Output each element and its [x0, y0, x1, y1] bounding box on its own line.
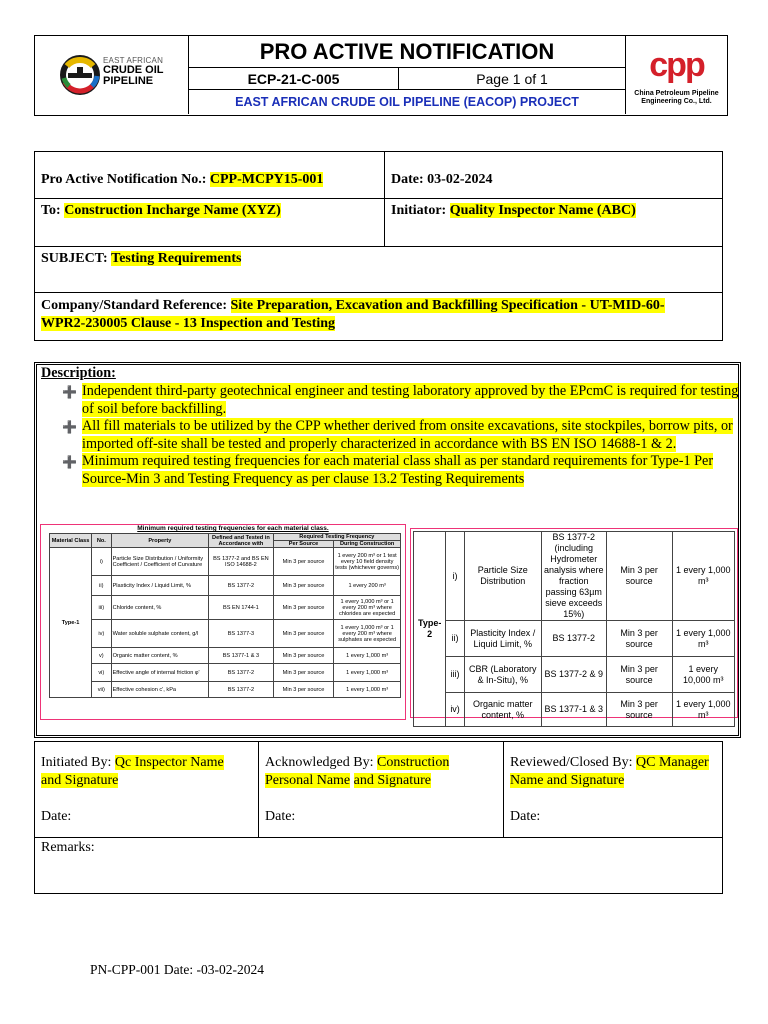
- subject-label: SUBJECT:: [41, 251, 108, 266]
- subject-value: Testing Requirements: [111, 251, 242, 266]
- th-during: During Construction: [334, 541, 401, 548]
- reference-value-2: WPR2-230005 Clause - 13 Inspection and Testing: [41, 316, 336, 331]
- date-label: Date:: [391, 172, 424, 187]
- cell: 1 every 200 m³: [334, 576, 401, 596]
- cell: BS 1377-1 & 3: [209, 648, 274, 664]
- cell: iii): [92, 596, 112, 620]
- cell: Min 3 per source: [273, 576, 334, 596]
- testing-table-type1: [40, 524, 406, 720]
- cell: Water soluble sulphate content, g/l: [111, 620, 209, 648]
- signature-table: [34, 741, 723, 894]
- description-bullet: [40, 383, 740, 418]
- initiator-cell: [385, 199, 722, 247]
- cell: 1 every 200 m³ or 1 test every 10 field density tests (whichever governs): [334, 548, 401, 576]
- reviewed-label: Reviewed/Closed By:: [510, 755, 633, 770]
- to-value: Construction Incharge Name (XYZ): [64, 203, 281, 218]
- bullet-text: Independent third-party geotechnical engineer and testing laboratory approved by the EPcmC is required for testing of soil before backfilling.: [82, 383, 739, 417]
- bullet-arrow-icon: ➕: [62, 385, 77, 399]
- cell: Min 3 per source: [273, 664, 334, 682]
- initiator-label: Initiator:: [391, 203, 447, 218]
- initiated-label: Initiated By:: [41, 755, 112, 770]
- cell: iv): [92, 620, 112, 648]
- cell: ii): [446, 621, 464, 657]
- acknowledged-cell: [259, 742, 504, 838]
- th-per-source: Per Source: [273, 541, 334, 548]
- cell: Min 3 per source: [606, 657, 672, 693]
- document-number: ECP-21-C-005: [189, 68, 399, 90]
- table1-class: Type-1: [50, 548, 92, 698]
- project-name: EAST AFRICAN CRUDE OIL PIPELINE (EACOP) PROJECT: [235, 95, 579, 109]
- th-defined: Defined and Tested in Accordance with: [209, 534, 274, 548]
- notification-label: Pro Active Notification No.:: [41, 172, 207, 187]
- cell: BS 1377-2 (including Hydrometer analysis where fraction passing 63µm sieve exceeds 15%): [541, 532, 606, 621]
- cell: Particle Size Distribution / Uniformity Coefficient / Coefficient of Curvature: [111, 548, 209, 576]
- cell: i): [92, 548, 112, 576]
- cell: BS EN 1744-1: [209, 596, 274, 620]
- to-cell: [35, 199, 385, 247]
- cell: Min 3 per source: [273, 596, 334, 620]
- cell: BS 1377-3: [209, 620, 274, 648]
- reference-cell: [35, 293, 722, 339]
- cell: BS 1377-2: [541, 621, 606, 657]
- cell: Chloride content, %: [111, 596, 209, 620]
- cpp-mark: cpp: [649, 46, 704, 84]
- initiated-value-1: Qc Inspector Name: [114, 755, 224, 770]
- cell: BS 1377-2: [209, 664, 274, 682]
- cell: 1 every 1,000 m³: [334, 664, 401, 682]
- cell: vii): [92, 682, 112, 698]
- reviewed-cell: [504, 742, 722, 838]
- remarks-label: Remarks:: [41, 840, 95, 855]
- logo-line1: EAST AFRICAN: [103, 56, 164, 65]
- cell: Min 3 per source: [273, 620, 334, 648]
- bullet-text: Minimum required testing frequencies for each material class shall as per standard requirements for Type-1 Per Source-Min 3 and Testing Frequency as per clause 13.2 Testing Requirements: [82, 453, 714, 487]
- page-footer: PN-CPP-001 Date: -03-02-2024: [90, 962, 264, 977]
- eacop-emblem-icon: [59, 54, 101, 96]
- cpp-logo: [625, 36, 726, 114]
- description-bullet: [40, 418, 740, 453]
- cell: Particle Size Distribution: [464, 532, 541, 621]
- cell: Plasticity Index / Liquid Limit, %: [111, 576, 209, 596]
- acknowledged-label: Acknowledged By:: [265, 755, 374, 770]
- bullet-arrow-icon: ➕: [62, 420, 77, 434]
- bullet-arrow-icon: ➕: [62, 455, 77, 469]
- cell: 1 every 1,000 m³: [334, 682, 401, 698]
- document-title: PRO ACTIVE NOTIFICATION: [189, 36, 625, 68]
- table2-class: Type-2: [414, 532, 446, 727]
- cpp-line1: China Petroleum Pipeline: [634, 90, 719, 97]
- date-cell: [385, 152, 722, 199]
- th-property: Property: [111, 534, 209, 548]
- cell: Min 3 per source: [606, 532, 672, 621]
- reviewed-value-2: Name and Signature: [510, 773, 625, 788]
- cell: v): [92, 648, 112, 664]
- subject-cell: [35, 247, 722, 293]
- th-no: No.: [92, 534, 112, 548]
- reviewed-date-label: Date:: [510, 809, 541, 824]
- cell: Organic matter content, %: [464, 693, 541, 727]
- cell: Plasticity Index / Liquid Limit, %: [464, 621, 541, 657]
- cell: Organic matter content, %: [111, 648, 209, 664]
- to-label: To:: [41, 203, 61, 218]
- testing-table-type2: [410, 528, 738, 718]
- cell: iv): [446, 693, 464, 727]
- cell: CBR (Laboratory & In-Situ), %: [464, 657, 541, 693]
- date-value: 03-02-2024: [427, 172, 493, 187]
- reference-value-1: Site Preparation, Excavation and Backfilling Specification - UT-MID-60-: [230, 298, 665, 313]
- cell: iii): [446, 657, 464, 693]
- cell: vi): [92, 664, 112, 682]
- remarks-cell: [35, 838, 722, 892]
- cell: BS 1377-2 & 9: [541, 657, 606, 693]
- notification-number-cell: [35, 152, 385, 199]
- cell: BS 1377-2 and BS EN ISO 14688-2: [209, 548, 274, 576]
- initiated-cell: [35, 742, 259, 838]
- eacop-logo: [35, 36, 189, 114]
- cell: Min 3 per source: [273, 648, 334, 664]
- description-bullet: [40, 453, 740, 488]
- cell: ii): [92, 576, 112, 596]
- header-center: [189, 36, 625, 114]
- reference-label: Company/Standard Reference:: [41, 298, 228, 313]
- cpp-line2: Engineering Co., Ltd.: [641, 98, 712, 105]
- table2-grid: [413, 531, 735, 727]
- cell: 1 every 1,000 m³ or 1 every 200 m³ where chlorides are expected: [334, 596, 401, 620]
- th-required: Required Testing Frequency: [273, 534, 400, 541]
- cell: 1 every 1,000 m³ or 1 every 200 m³ where sulphates are expected: [334, 620, 401, 648]
- cell: Min 3 per source: [273, 548, 334, 576]
- acknowledged-value-1: Construction: [376, 755, 450, 770]
- cell: Effective cohesion c', kPa: [111, 682, 209, 698]
- acknowledged-value-2b: and Signature: [353, 773, 432, 788]
- cell: 1 every 1,000 m³: [334, 648, 401, 664]
- document-header: [34, 35, 728, 116]
- acknowledged-value-2a: Personal Name: [265, 773, 351, 788]
- initiator-value: Quality Inspector Name (ABC): [449, 203, 636, 218]
- notification-info-table: [34, 151, 723, 341]
- cell: 1 every 1,000 m³: [672, 532, 734, 621]
- cell: Min 3 per source: [606, 693, 672, 727]
- page-number: Page 1 of 1: [399, 68, 625, 90]
- description-bullets: [40, 383, 740, 488]
- logo-line3: PIPELINE: [103, 75, 154, 87]
- cell: BS 1377-2: [209, 682, 274, 698]
- cell: 1 every 1,000 m³: [672, 621, 734, 657]
- cell: 1 every 10,000 m³: [672, 657, 734, 693]
- bullet-text: All fill materials to be utilized by the CPP whether derived from onsite excavations, site stockpiles, borrow pits, or imported off-site shall be tested and properly characterized in accordance with BS EN ISO 14688-1 & 2.: [82, 418, 733, 452]
- initiated-value-2: and Signature: [41, 773, 119, 788]
- cell: BS 1377-2: [209, 576, 274, 596]
- cell: 1 every 1,000 m³: [672, 693, 734, 727]
- reviewed-value-1: QC Manager: [636, 755, 709, 770]
- cell: i): [446, 532, 464, 621]
- cell: Min 3 per source: [273, 682, 334, 698]
- table1-grid: [49, 533, 401, 698]
- cell: BS 1377-1 & 3: [541, 693, 606, 727]
- th-material-class: Material Class: [50, 534, 92, 548]
- acknowledged-date-label: Date:: [265, 809, 296, 824]
- notification-value: CPP-MCPY15-001: [209, 172, 324, 187]
- cell: Min 3 per source: [606, 621, 672, 657]
- logo-line2: CRUDE OIL: [103, 64, 164, 76]
- cell: Effective angle of internal friction φ': [111, 664, 209, 682]
- table1-caption: Minimum required testing frequencies for each material class.: [137, 525, 329, 532]
- description-heading: Description:: [41, 365, 116, 381]
- initiated-date-label: Date:: [41, 809, 72, 824]
